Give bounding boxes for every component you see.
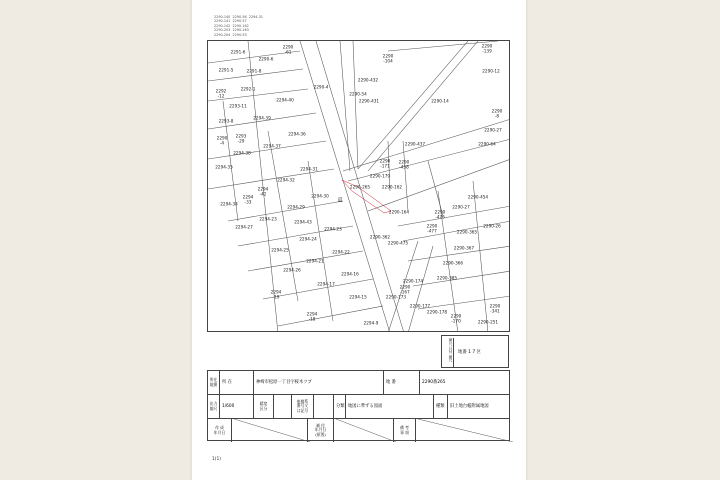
lot-label: 2290-54: [349, 91, 367, 97]
lot-label: 2294-37: [263, 143, 281, 149]
lot-label: 2294-38: [233, 150, 251, 156]
lot-label: 2290 -61: [282, 44, 294, 54]
lot-label: 2290-173: [385, 294, 407, 300]
lot-label: 2290 -476: [434, 209, 446, 219]
lot-label: 2290-26: [483, 223, 501, 229]
coordinate-system-value: [314, 395, 334, 418]
lot-label: 2294 -18: [306, 311, 318, 321]
lot-label: 2292-1: [240, 86, 256, 92]
lot-label: 2291-6: [230, 49, 246, 55]
supplement-date-label: 補 付 年月日 (原図): [308, 419, 334, 442]
lot-label: 2290-432: [357, 77, 379, 83]
lot-label: 2294-16: [341, 271, 359, 277]
lot-label: 2294-40: [276, 97, 294, 103]
lot-label: 2290-178: [426, 309, 448, 315]
precision-value: [274, 395, 292, 418]
lot-label: 2294 -42: [257, 186, 269, 196]
lot-label: 2290-431: [358, 98, 380, 104]
lot-label: 2294-32: [277, 177, 295, 183]
scale-value: 地番 1 7 区: [458, 350, 481, 355]
created-date-value: [232, 419, 308, 442]
supplement-date-value: [334, 419, 394, 442]
location-value: 神崎市松原一丁目字桜木ツブ: [254, 371, 384, 394]
lot-label: 2293-8: [218, 118, 234, 124]
lot-label: 2290-367: [453, 245, 475, 251]
lot-label: 2290-6: [258, 56, 274, 62]
scale-row: [208, 395, 509, 419]
lot-label: 2290 -171: [379, 158, 391, 168]
type-label: 種類: [434, 395, 448, 418]
lot-label: 2294-23: [324, 226, 342, 232]
lot-label: 2294-25: [271, 247, 289, 253]
lot-label: 2290-265: [349, 184, 371, 190]
lot-number-value: 2290番265: [422, 380, 446, 385]
lot-label: 2290-177: [409, 303, 431, 309]
location-label: 所 在: [220, 371, 254, 394]
lot-label: 2294-31: [300, 166, 318, 172]
lot-label: 2290 -8: [491, 108, 503, 118]
scale-box: [441, 335, 509, 368]
output-scale-header: 出力 縮尺: [208, 395, 220, 418]
remarks-label: 備 考 事 項: [394, 419, 416, 442]
scale-caption: 縮尺 日付 縮尺: [443, 338, 454, 367]
lot-label: 2290-64: [478, 141, 496, 147]
lot-label: 2290-174: [402, 278, 424, 284]
location-row: [208, 371, 509, 395]
empty-cell-slash: [418, 419, 513, 442]
lot-label: 2290 -139: [481, 43, 493, 53]
lot-label: 2294-27: [235, 224, 253, 230]
lot-label: 2292 -12: [215, 88, 227, 98]
lot-label: 2290-475: [387, 240, 409, 246]
lot-label: 2290-362: [369, 234, 391, 240]
lot-label: 2290-12: [482, 68, 500, 74]
lot-label: 2291-5: [218, 67, 234, 73]
lot-label: 2290-14: [431, 98, 449, 104]
empty-cell-slash: [336, 419, 396, 442]
lot-label: 2294-35: [215, 164, 233, 170]
remarks-value: [416, 419, 511, 442]
lot-label: 2290 -438: [398, 159, 410, 169]
precision-label: 精度 区分: [254, 395, 274, 418]
cadastral-map: [207, 40, 510, 332]
lot-label: 2290-27: [484, 127, 502, 133]
lot-label: 2290-454: [467, 194, 489, 200]
lot-label: 2290 -104: [382, 53, 394, 63]
lot-label: 2294-26: [283, 267, 301, 273]
lot-label: 2290-162: [381, 184, 403, 190]
lot-label: 2290 -341: [489, 303, 501, 313]
lot-label: 2290 -167: [399, 284, 411, 294]
lot-label: 2294-30: [311, 193, 329, 199]
lot-label: 2294 -33: [242, 194, 254, 204]
lot-label: 2294-24: [299, 236, 317, 242]
lot-label: 2294-29: [287, 204, 305, 210]
lot-label: 2294-21: [306, 258, 324, 264]
location-header: 所在 地番: [208, 371, 220, 394]
lot-label: 2290-365: [456, 229, 478, 235]
lot-label: 2294-43: [294, 219, 312, 225]
classification-label: 分類: [334, 395, 346, 418]
date-row: [208, 419, 509, 442]
lot-label: 2294-17: [317, 281, 335, 287]
lot-label: 2294-15: [349, 294, 367, 300]
lot-label: 2290-251: [477, 319, 499, 325]
lot-label: 2290-4: [313, 84, 329, 90]
lot-label: 2290-179: [369, 173, 391, 179]
lot-label: 2294-9: [363, 320, 379, 326]
lot-label: 2290-164: [388, 209, 410, 215]
lot-label: 2290-437: [404, 141, 426, 147]
page-number: 1(1): [212, 457, 222, 462]
lot-label: 2294-22: [332, 249, 350, 255]
lot-label: 2293 -29: [235, 133, 247, 143]
lot-label: 2294-39: [253, 115, 271, 121]
lot-label: 2294-36: [288, 131, 306, 137]
lot-label: 2290-385: [436, 275, 458, 281]
road-label: 道: [337, 197, 343, 204]
lot-number-legend: 2290-140 2290-56 2294-31 2290-141 2290-57 2290-142 2290-162 2290-203 2290-163 2290-204 2290-53: [214, 15, 263, 37]
created-date-label: 作 成 年月日: [208, 419, 232, 442]
lot-label: 2290 -477: [426, 223, 438, 233]
lot-label: 2290 -170: [450, 313, 462, 323]
classification-value: 地図に準ずる図面: [346, 395, 434, 418]
lot-label: 2290 -4: [216, 135, 228, 145]
lot-label: 2290-27: [452, 204, 470, 210]
lot-label: 2291-8: [246, 68, 262, 74]
lot-label: 2294-23: [259, 216, 277, 222]
lot-label: 2290-366: [442, 260, 464, 266]
type-value: 旧土地台帳附属地図: [450, 404, 489, 409]
coordinate-system-label: 座標系 番号又 は記号: [292, 395, 314, 418]
info-table: [207, 370, 510, 441]
output-scale-value: 1/600: [220, 395, 254, 418]
lot-label: 2294 -19: [270, 289, 282, 299]
empty-cell-slash: [234, 419, 310, 442]
lot-label: 2294-34: [220, 201, 238, 207]
lot-number-label: 地 番: [384, 371, 420, 394]
lot-label: 2293-11: [229, 103, 247, 109]
